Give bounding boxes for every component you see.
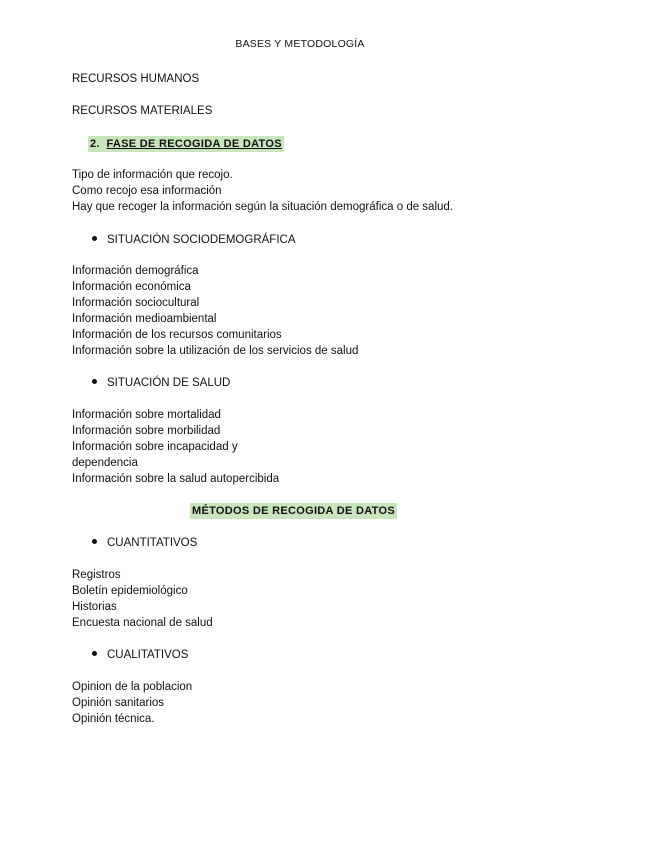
bullet-label: SITUACIÓN DE SALUD [107, 377, 231, 389]
bullet-cuantitativos [92, 535, 197, 551]
bullet-sociodemografica [92, 232, 296, 248]
bullet-label: CUANTITATIVOS [107, 537, 198, 549]
list-item: Información sobre la salud autopercibida [72, 473, 280, 485]
bullet-dot-icon [92, 236, 97, 241]
bullet-label: SITUACIÓN SOCIODEMOGRÁFICA [107, 234, 296, 246]
bullet-dot-icon [92, 539, 97, 544]
list-item: Historias [72, 601, 117, 613]
fase-heading-text: FASE DE RECOGIDA DE DATOS [106, 138, 282, 150]
list-item: Opinión sanitarios [72, 697, 165, 709]
fase-heading-number: 2. [90, 138, 100, 150]
list-item: Información sociocultural [72, 297, 200, 309]
page-title: BASES Y METODOLOGÍA [235, 38, 365, 50]
bullet-dot-icon [92, 379, 97, 384]
salud-list [72, 407, 279, 487]
list-item: Encuesta nacional de salud [72, 617, 213, 629]
bullet-label: CUALITATIVOS [107, 649, 189, 661]
intro-line: Tipo de información que recojo. [72, 169, 233, 181]
list-item: Información sobre la utilización de los servicios de salud [72, 345, 359, 357]
list-item: Registros [72, 569, 121, 581]
bullet-cualitativos [92, 647, 188, 663]
intro-block [72, 167, 453, 215]
cuanti-list [72, 567, 213, 631]
socio-list [72, 263, 358, 359]
intro-line: Como recojo esa información [72, 185, 222, 197]
fase-recogida-heading [88, 136, 284, 152]
bullet-dot-icon [92, 651, 97, 656]
bullet-situacion-salud [92, 375, 230, 391]
list-item: Información demográfica [72, 265, 199, 277]
list-item: Información sobre mortalidad [72, 409, 221, 421]
intro-line: Hay que recoger la información según la situación demográfica o de salud. [72, 201, 453, 213]
list-item: Boletín epidemiológico [72, 585, 188, 597]
list-item: Información sobre morbilidad [72, 425, 221, 437]
cuali-list [72, 679, 192, 727]
list-item: Información medioambiental [72, 313, 217, 325]
metodos-heading: MÉTODOS DE RECOGIDA DE DATOS [192, 505, 395, 517]
recursos-materiales-heading: RECURSOS MATERIALES [72, 105, 213, 117]
list-item: Información económica [72, 281, 191, 293]
list-item: dependencia [72, 457, 138, 469]
list-item: Opinion de la poblacion [72, 681, 193, 693]
list-item: Información sobre incapacidad y [72, 441, 238, 453]
list-item: Opinión técnica. [72, 713, 155, 725]
list-item: Información de los recursos comunitarios [72, 329, 282, 341]
recursos-humanos-heading: RECURSOS HUMANOS [72, 73, 200, 85]
